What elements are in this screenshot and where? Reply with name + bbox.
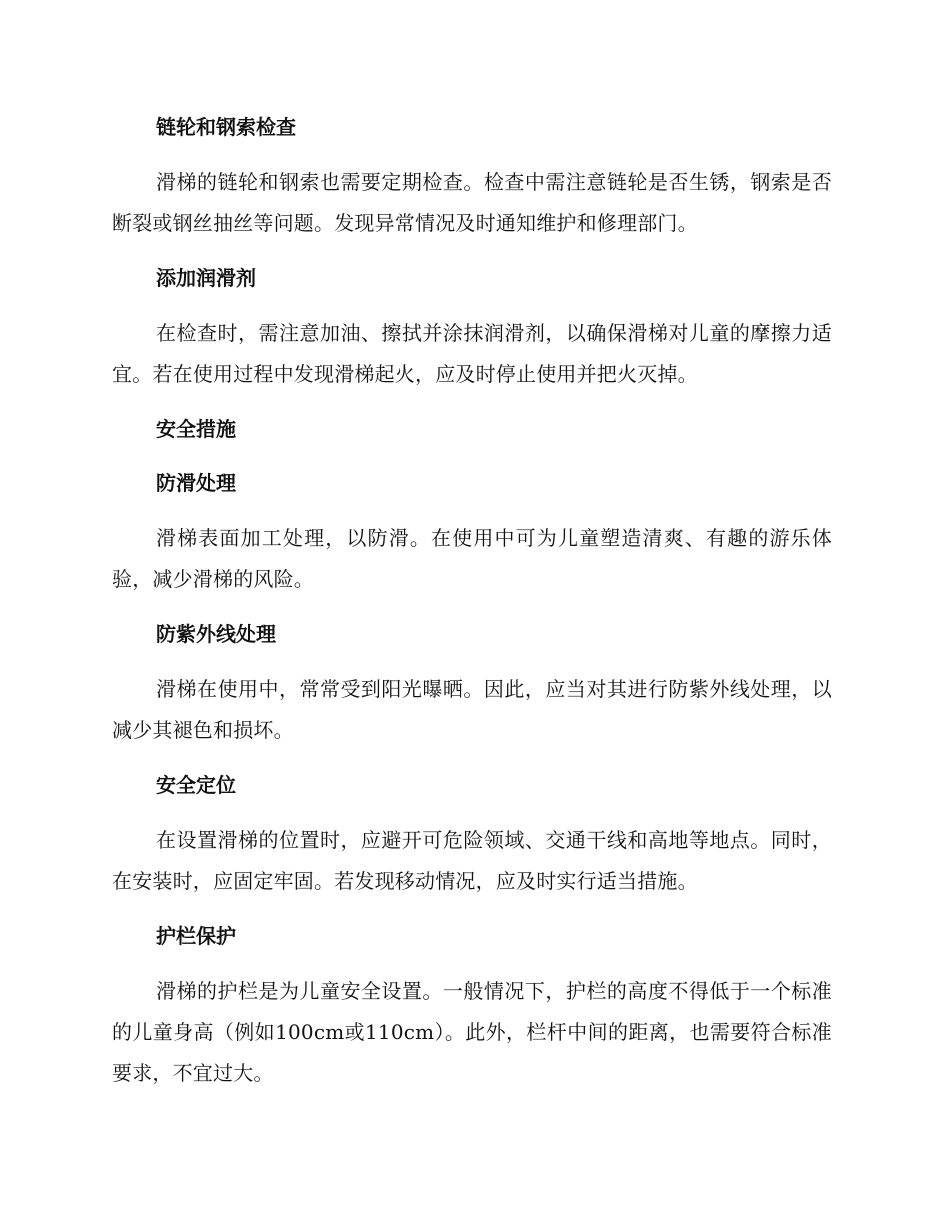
section-heading-guardrail-protection: 护栏保护 xyxy=(156,924,236,948)
section-paragraph-guardrail-protection: 滑梯的护栏是为儿童安全设置。一般情况下，护栏的高度不得低于一个标准的儿童身高（例如100cm或110cm）。此外，栏杆中间的距离，也需要符合标准要求，不宜过大。 xyxy=(112,979,832,1085)
section-heading-safe-positioning: 安全定位 xyxy=(156,773,236,797)
section-heading-sprocket-cable-inspection: 链轮和钢索检查 xyxy=(156,115,296,139)
section-heading-uv-protection: 防紫外线处理 xyxy=(156,622,276,646)
section-heading-add-lubricant: 添加润滑剂 xyxy=(156,266,256,290)
section-paragraph-uv-protection: 滑梯在使用中，常常受到阳光曝晒。因此，应当对其进行防紫外线处理，以减少其褪色和损坏。 xyxy=(112,677,832,742)
section-paragraph-sprocket-cable-inspection: 滑梯的链轮和钢索也需要定期检查。检查中需注意链轮是否生锈，钢索是否断裂或钢丝抽丝等问题。发现异常情况及时通知维护和修理部门。 xyxy=(112,170,832,235)
section-paragraph-anti-slip: 滑梯表面加工处理，以防滑。在使用中可为儿童塑造清爽、有趣的游乐体验，减少滑梯的风险。 xyxy=(112,526,832,591)
document-body xyxy=(112,108,832,1094)
section-paragraph-add-lubricant: 在检查时，需注意加油、擦拭并涂抹润滑剂，以确保滑梯对儿童的摩擦力适宜。若在使用过程中发现滑梯起火，应及时停止使用并把火灭掉。 xyxy=(112,321,832,386)
section-heading-anti-slip: 防滑处理 xyxy=(156,471,236,495)
section-paragraph-safe-positioning: 在设置滑梯的位置时，应避开可危险领域、交通干线和高地等地点。同时，在安装时，应固定牢固。若发现移动情况，应及时实行适当措施。 xyxy=(112,828,832,893)
section-heading-safety-measures: 安全措施 xyxy=(156,417,236,441)
